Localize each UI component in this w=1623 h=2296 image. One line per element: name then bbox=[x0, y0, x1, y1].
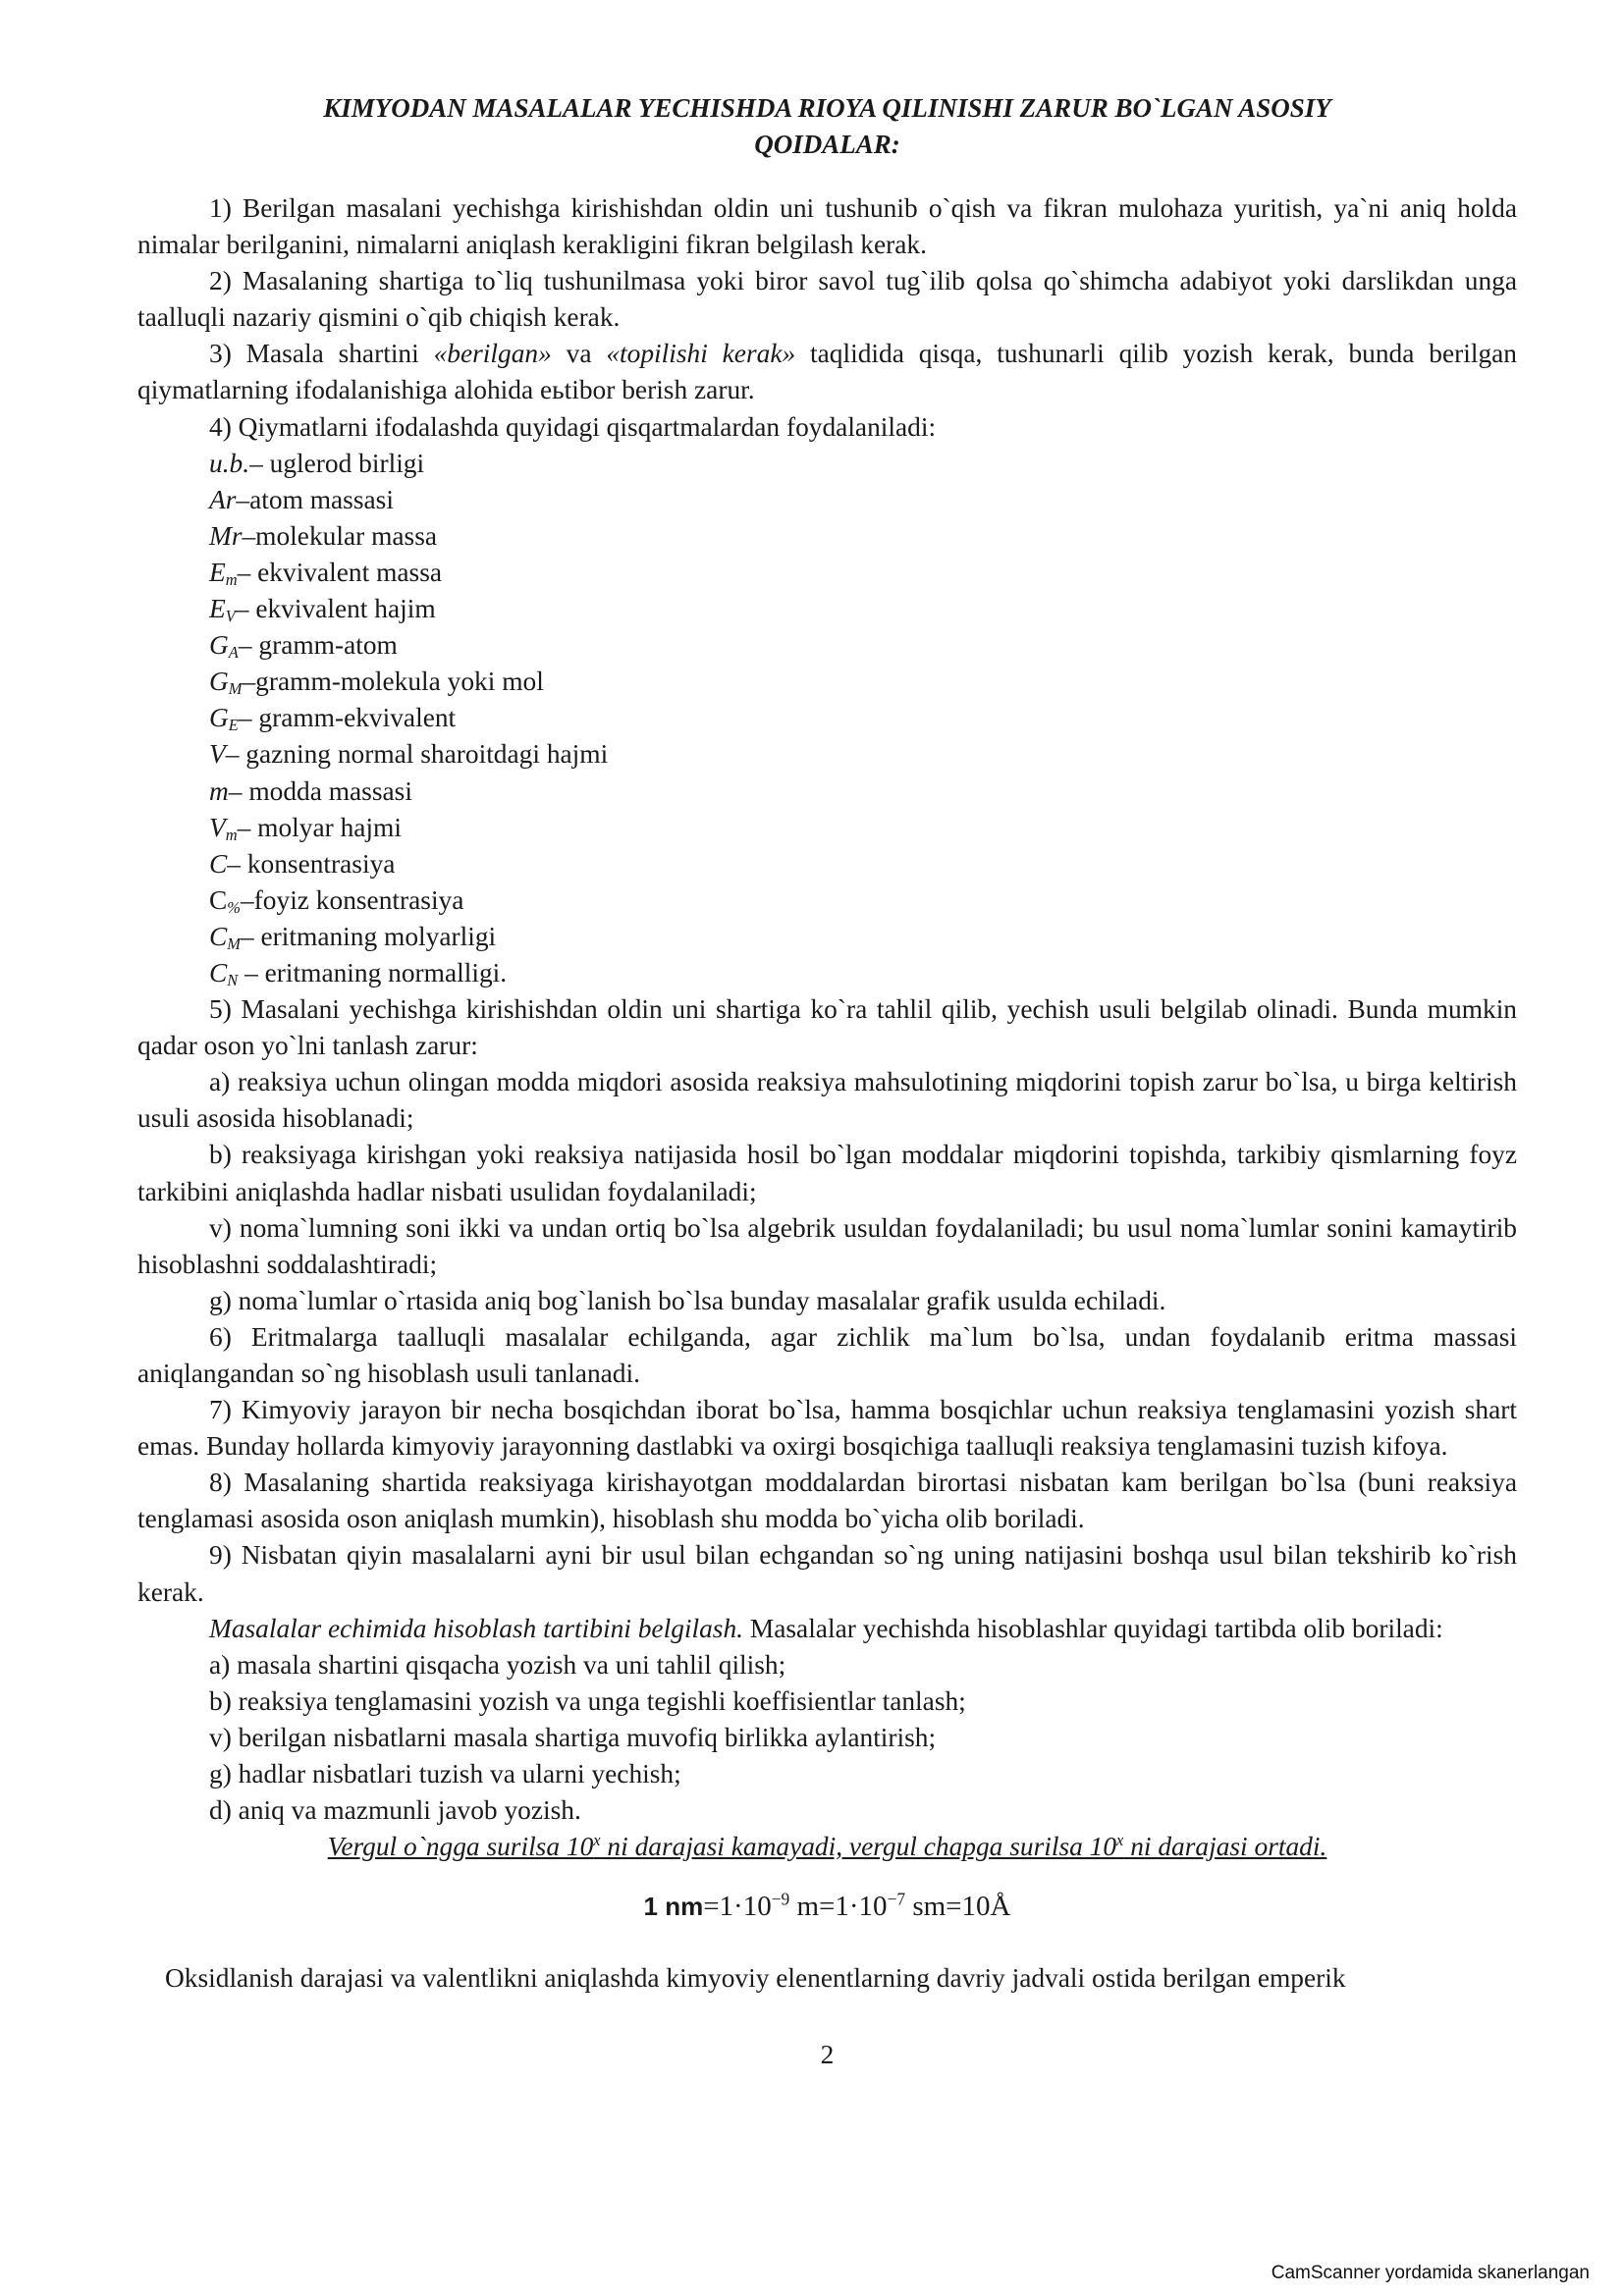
abbr-desc: – eritmaning molyarligi bbox=[240, 921, 497, 951]
paragraph-2: 2) Masalaning shartiga to`liq tushunilmasa yoki biror savol tug`ilib qolsa qo`shimcha adabiyot yoki darslikdan unga taalluqli nazariy qismini o`qib chiqish kerak. bbox=[137, 266, 1517, 333]
abbr-subscript: V bbox=[225, 607, 236, 626]
comma-rule-part: ni darajasi kamayadi, vergul chapga surilsa 10 bbox=[600, 1832, 1117, 1862]
abbr-desc: –foyiz konsentrasiya bbox=[240, 884, 464, 915]
abbr-desc: – konsentrasiya bbox=[227, 848, 396, 879]
abbr-subscript: N bbox=[227, 971, 239, 990]
calculation-order-text: Masalalar yechishda hisoblashlar quyidagi tartibda olib boriladi: bbox=[743, 1613, 1443, 1643]
abbr-symbol: E bbox=[209, 557, 226, 587]
paragraph-5a: a) reaksiya uchun olingan modda miqdori asosida reaksiya mahsulotining miqdorini topish zarur bo`lsa, u birga keltirish usuli asosida hisoblanadi; bbox=[137, 1067, 1517, 1134]
calculation-order-paragraph bbox=[137, 1611, 1517, 1647]
abbr-subscript: m bbox=[225, 825, 238, 844]
abbreviation-item bbox=[137, 955, 1517, 991]
abbr-symbol: G bbox=[209, 703, 229, 733]
abbreviation-item bbox=[137, 736, 1517, 773]
abbr-desc: – ekvivalent massa bbox=[237, 557, 443, 587]
abbr-desc: – gramm-atom bbox=[238, 630, 398, 661]
abbr-desc: – gramm-ekvivalent bbox=[238, 703, 457, 733]
abbreviation-item bbox=[137, 627, 1517, 664]
abbr-symbol: E bbox=[209, 594, 226, 624]
comma-rule-exponent: x bbox=[1116, 1831, 1124, 1850]
abbr-symbol: Mr bbox=[209, 520, 243, 551]
abbr-symbol: Ar bbox=[209, 484, 237, 514]
abbr-symbol: C bbox=[209, 848, 228, 879]
paragraph-7: 7) Kimyoviy jarayon bir necha bosqichdan iborat bo`lsa, hamma bosqichlar uchun reaksiya tenglamasini yozish shart emas. Bunday hollarda kimyoviy jarayonning dastlabki va oxirgi bosqichiga taalluqli reaksiya tenglamasini tuzish kifoya. bbox=[137, 1395, 1517, 1462]
calculation-step: b) reaksiya tenglamasini yozish va unga tegishli koeffisientlar tanlash; bbox=[209, 1685, 966, 1716]
abbr-desc: –atom massasi bbox=[236, 484, 394, 514]
paragraph-9: 9) Nisbatan qiyin masalalarni ayni bir usul bilan echgandan so`ng uning natijasini boshqa usul bilan tekshirib ko`rish kerak. bbox=[137, 1540, 1517, 1607]
comma-rule-exponent: x bbox=[593, 1831, 601, 1850]
abbreviation-item bbox=[137, 774, 1517, 810]
paragraph-4: 4) Qiymatlarni ifodalashda quyidagi qisqartmalardan foydalaniladi: bbox=[209, 411, 937, 442]
abbreviation-item bbox=[137, 810, 1517, 846]
calculation-order-heading: Masalalar echimida hisoblash tartibini belgilash. bbox=[209, 1613, 744, 1643]
paragraph-5: 5) Masalani yechishga kirishishdan oldin uni shartiga ko`ra tahlil qilib, yechish usuli belgilab olinadi. Bunda mumkin qadar oson yo`lni tanlash zarur: bbox=[137, 994, 1517, 1061]
abbr-symbol: G bbox=[209, 667, 229, 697]
formula-unit: 1 nm bbox=[643, 1892, 704, 1922]
abbreviation-item bbox=[137, 919, 1517, 955]
paragraph-5g: g) noma`lumlar o`rtasida aniq bog`lanish bo`lsa bunday masalalar grafik usulda echiladi. bbox=[209, 1285, 1166, 1315]
paragraph-3-text-c: va bbox=[551, 339, 607, 369]
comma-rule-part: Vergul o`ngga surilsa 10 bbox=[327, 1832, 594, 1862]
abbr-symbol: G bbox=[209, 630, 229, 661]
abbr-subscript: % bbox=[227, 897, 241, 917]
abbreviation-item bbox=[137, 846, 1517, 882]
paragraph-3 bbox=[137, 336, 1517, 408]
abbr-symbol: C bbox=[209, 884, 228, 915]
calculation-steps bbox=[137, 1647, 1517, 1829]
paragraph-6: 6) Eritmalarga taalluqli masalalar echilganda, agar zichlik ma`lum bo`lsa, undan foydalanib eritma massasi aniqlangandan so`ng hisoblash usuli tanlanadi. bbox=[137, 1321, 1517, 1388]
formula-part: sm=10Å bbox=[905, 1891, 1011, 1923]
abbr-subscript: m bbox=[225, 570, 238, 590]
abbr-desc: – molyar hajmi bbox=[237, 812, 402, 842]
formula-part: =1·10 bbox=[703, 1891, 772, 1923]
paragraph-5v: v) noma`lumning soni ikki va undan ortiq bo`lsa algebrik usuldan foydalaniladi; bu usul noma`lumlar sonini kamaytirib hisoblashni soddalashtiradi; bbox=[137, 1212, 1517, 1279]
abbr-subscript: E bbox=[228, 716, 239, 735]
abbr-symbol: u.b. bbox=[209, 448, 250, 478]
abbr-desc: – uglerod birligi bbox=[249, 448, 425, 478]
scanner-watermark: CamScanner yordamida skanerlangan bbox=[1271, 2263, 1590, 2283]
abbr-symbol: C bbox=[209, 921, 228, 951]
abbr-subscript: M bbox=[228, 679, 243, 699]
paragraph-3-text-a: 3) Masala shartini bbox=[209, 339, 434, 369]
abbr-desc: – gazning normal sharoitdagi hajmi bbox=[225, 739, 609, 770]
calculation-step: v) berilgan nisbatlarni masala shartiga muvofiq birlikka aylantirish; bbox=[209, 1722, 937, 1752]
abbreviation-item bbox=[137, 482, 1517, 518]
page-content bbox=[137, 90, 1517, 2073]
paragraph-3-text-e: taqlidida qisqa, tushunarli qilib yozish kerak, bunda berilgan qiymatlarning ifodalanishiga alohida eьtibor berish zarur. bbox=[137, 339, 1517, 405]
formula-exponent: −7 bbox=[887, 1889, 906, 1909]
paragraph-1: 1) Berilgan masalani yechishga kirishishdan oldin uni tushunib o`qish va fikran mulohaza yuritish, ya`ni aniq holda nimalar berilganini, nimalarni aniqlash kerakligini fikran belgilash kerak. bbox=[137, 193, 1517, 260]
abbr-subscript: M bbox=[227, 934, 241, 953]
abbr-desc: –gramm-molekula yoki mol bbox=[242, 667, 544, 697]
closing-text: Oksidlanish darajasi va valentlikni aniqlashda kimyoviy elenentlarning davriy jadvali ostida berilgan emperik bbox=[165, 1963, 1346, 1994]
calculation-step: d) aniq va mazmunli javob yozish. bbox=[209, 1795, 581, 1826]
title-line-2: QOIDALAR: bbox=[754, 130, 900, 159]
abbr-desc: – ekvivalent hajim bbox=[235, 594, 436, 624]
document-title bbox=[137, 90, 1517, 163]
comma-rule bbox=[137, 1829, 1517, 1865]
formula-exponent: −9 bbox=[771, 1889, 790, 1909]
abbr-symbol: m bbox=[209, 775, 229, 806]
calculation-step: a) masala shartini qisqacha yozish va uni tahlil qilish; bbox=[209, 1649, 786, 1680]
abbr-desc: – eritmaning normalligi. bbox=[238, 957, 508, 988]
paragraph-3-berilgan: «berilgan» bbox=[433, 339, 552, 369]
calculation-step: g) hadlar nisbatlari tuzish va ularni yechish; bbox=[209, 1759, 681, 1789]
abbr-symbol: V bbox=[209, 739, 226, 770]
abbreviation-item bbox=[137, 664, 1517, 700]
abbr-symbol: V bbox=[209, 812, 226, 842]
page-number: 2 bbox=[820, 2039, 835, 2069]
abbreviation-item bbox=[137, 591, 1517, 627]
formula-part: m=1·10 bbox=[789, 1891, 888, 1923]
paragraph-8: 8) Masalaning shartida reaksiyaga kirishayotgan moddalardan birortasi nisbatan kam berilgan bo`lsa (buni reaksiya tenglamasi asosida oson aniqlash mumkin), hisoblash shu modda bo`yicha olib boriladi. bbox=[137, 1468, 1517, 1534]
paragraph-5b: b) reaksiyaga kirishgan yoki reaksiya natijasida hosil bo`lgan moddalar miqdorini topishda, tarkibiy qismlarning foyz tarkibini aniqlashda hadlar nisbati usulidan foydalaniladi; bbox=[137, 1140, 1517, 1206]
abbreviation-item bbox=[137, 700, 1517, 736]
abbr-symbol: C bbox=[209, 957, 228, 988]
abbreviation-item bbox=[137, 555, 1517, 591]
abbreviation-list bbox=[137, 446, 1517, 991]
abbreviation-item bbox=[137, 882, 1517, 919]
title-line-1: KIMYODAN MASALALAR YECHISHDA RIOYA QILINISHI ZARUR BO`LGAN ASOSIY bbox=[323, 93, 1331, 123]
abbreviation-item bbox=[137, 518, 1517, 555]
abbreviation-item bbox=[137, 446, 1517, 482]
paragraph-3-topilishi: «topilishi kerak» bbox=[606, 339, 796, 369]
comma-rule-part: ni darajasi ortadi. bbox=[1123, 1832, 1327, 1862]
abbr-desc: – modda massasi bbox=[228, 775, 412, 806]
abbr-desc: –molekular massa bbox=[242, 520, 438, 551]
unit-conversion-formula bbox=[137, 1889, 1517, 1925]
abbr-subscript: A bbox=[228, 643, 239, 663]
